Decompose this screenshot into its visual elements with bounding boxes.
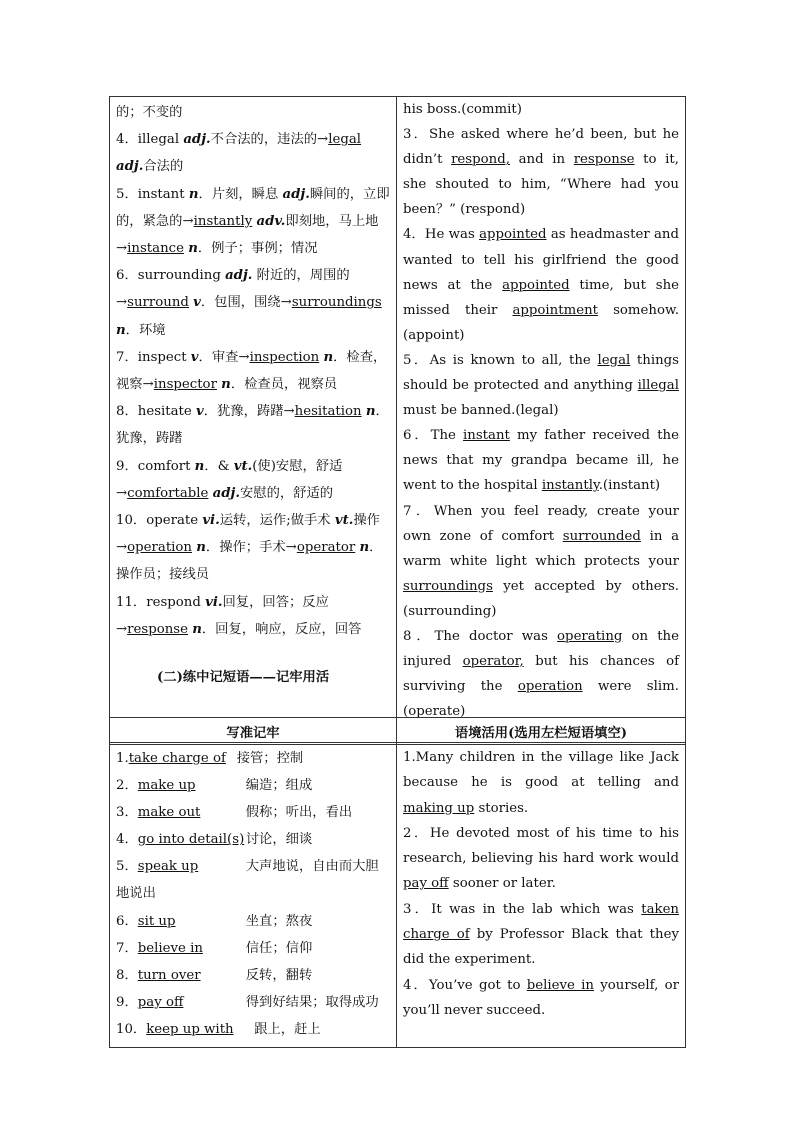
table-row [110,745,686,1048]
phrase-text: turn over [137,967,201,983]
vocabulary-table [109,96,686,743]
word-family-cell: 的；不变的 4．illegal adj.不合法的，违法的→legal adj.合法的 5．instant n．片刻，瞬息 adj.瞬间的，立即的，紧急的→instantly adv.即刻地，马上地→instance n．例子；事例；情况 6．surrounding adj. 附近的，周围的→surround v．包围，围绕→surroundings n．环境 7．inspect v．审查→inspection n．检查，视察→inspector n．检查员，视察员 8．hesitate v．犹豫，踌躇→hesitation n．犹豫，踌躇 9．comfort n．& vt.(使)安慰，舒适→comfortable adj.安慰的，舒适的 10．operate vi.运转，运作;做手术 vt.操作→operation n．操作；手术→operator n．操作员；接线员 11．respond vi.回复，回答；反应→response n．回复，响应，反应，回答 [110,97,397,743]
phrase-context-cell: 1.Many children in the village like Jack because he is good at telling and making up stories. 2．He devoted most of his time to his research, believing his hard work would pay off sooner or later. 3．It was in the lab which was taken charge of by Professor Black that they did the experiment. 4．You’ve got to believe in yourself, or you’ll never succeed. [397,745,686,1048]
phrase-text: make out [137,805,201,821]
phrase-item [116,962,390,989]
phrase-text: speak up [137,859,199,875]
phrase-text: go into detail(s) [137,832,245,848]
phrase-number: 10． [116,1021,147,1037]
phrase-number: 6． [116,913,138,929]
phrase-text: make up [137,778,196,794]
phrase-item [116,935,390,962]
phrase-item [116,989,390,1016]
phrase-number: 2． [116,778,138,794]
phrase-text: pay off [137,994,184,1010]
phrase-number: 1. [116,751,129,766]
phrase-item [116,772,390,799]
phrase-text: keep up with [146,1021,234,1037]
section-title: (二)练中记短语——记牢用活 [157,670,330,685]
column-header: 写准记牢 [110,718,397,745]
phrase-meaning: 编造；组成 [245,778,313,794]
phrases-table [109,717,686,1048]
column-header: 语境活用(选用左栏短语填空) [397,718,686,745]
phrase-item [116,908,390,935]
phrase-number: 5． [116,859,138,875]
phrase-item [116,826,390,853]
phrase-item [116,745,390,772]
phrase-number: 3． [116,805,138,821]
phrase-meaning: 接管；控制 [236,751,304,766]
table-row [110,97,686,743]
phrase-meaning: 讨论，细谈 [245,832,313,848]
phrase-text: believe in [137,940,203,956]
phrase-item [116,1016,390,1043]
table-header-row [110,718,686,745]
phrase-meaning: 跟上，赶上 [254,1021,321,1037]
phrase-text: sit up [137,913,176,929]
phrase-meaning: 反转，翻转 [245,967,313,983]
phrase-text: take charge of [128,751,226,766]
phrase-meaning: 大声地说，自由而大胆地说出 [116,859,379,902]
phrase-number: 8． [116,967,138,983]
phrase-meaning: 信任；信仰 [245,940,313,956]
phrase-number: 4． [116,832,138,848]
phrase-meaning: 坐直；熬夜 [245,913,313,929]
phrase-item [116,799,390,826]
phrase-meaning: 假称；听出，看出 [245,805,353,821]
phrase-list-cell [110,745,397,1048]
phrase-number: 7． [116,940,138,956]
phrase-item [116,853,390,907]
context-sentences-cell: his boss.(commit) 3．She asked where he’d been, but he didn’t respond, and in response to it, she shouted to him, “Where had you been？” (respond) 4．He was appointed as headmaster and wanted to tell his girlfriend the good news at the appointed time, but she missed their appointment somehow.(appoint) 5．As is known to all, the legal things should be protected and anything illegal must be banned.(legal) 6．The instant my father received the news that my grandpa became ill, he went to the hospital instantly.(instant) 7．When you feel ready, create your own zone of comfort surrounded in a warm white light which protects your surroundings yet accepted by others.(surrounding) 8．The doctor was operating on the injured operator, but his chances of surviving the operation were slim.(operate) [397,97,686,743]
phrase-number: 9． [116,994,138,1010]
phrase-meaning: 得到好结果；取得成功 [245,994,379,1010]
